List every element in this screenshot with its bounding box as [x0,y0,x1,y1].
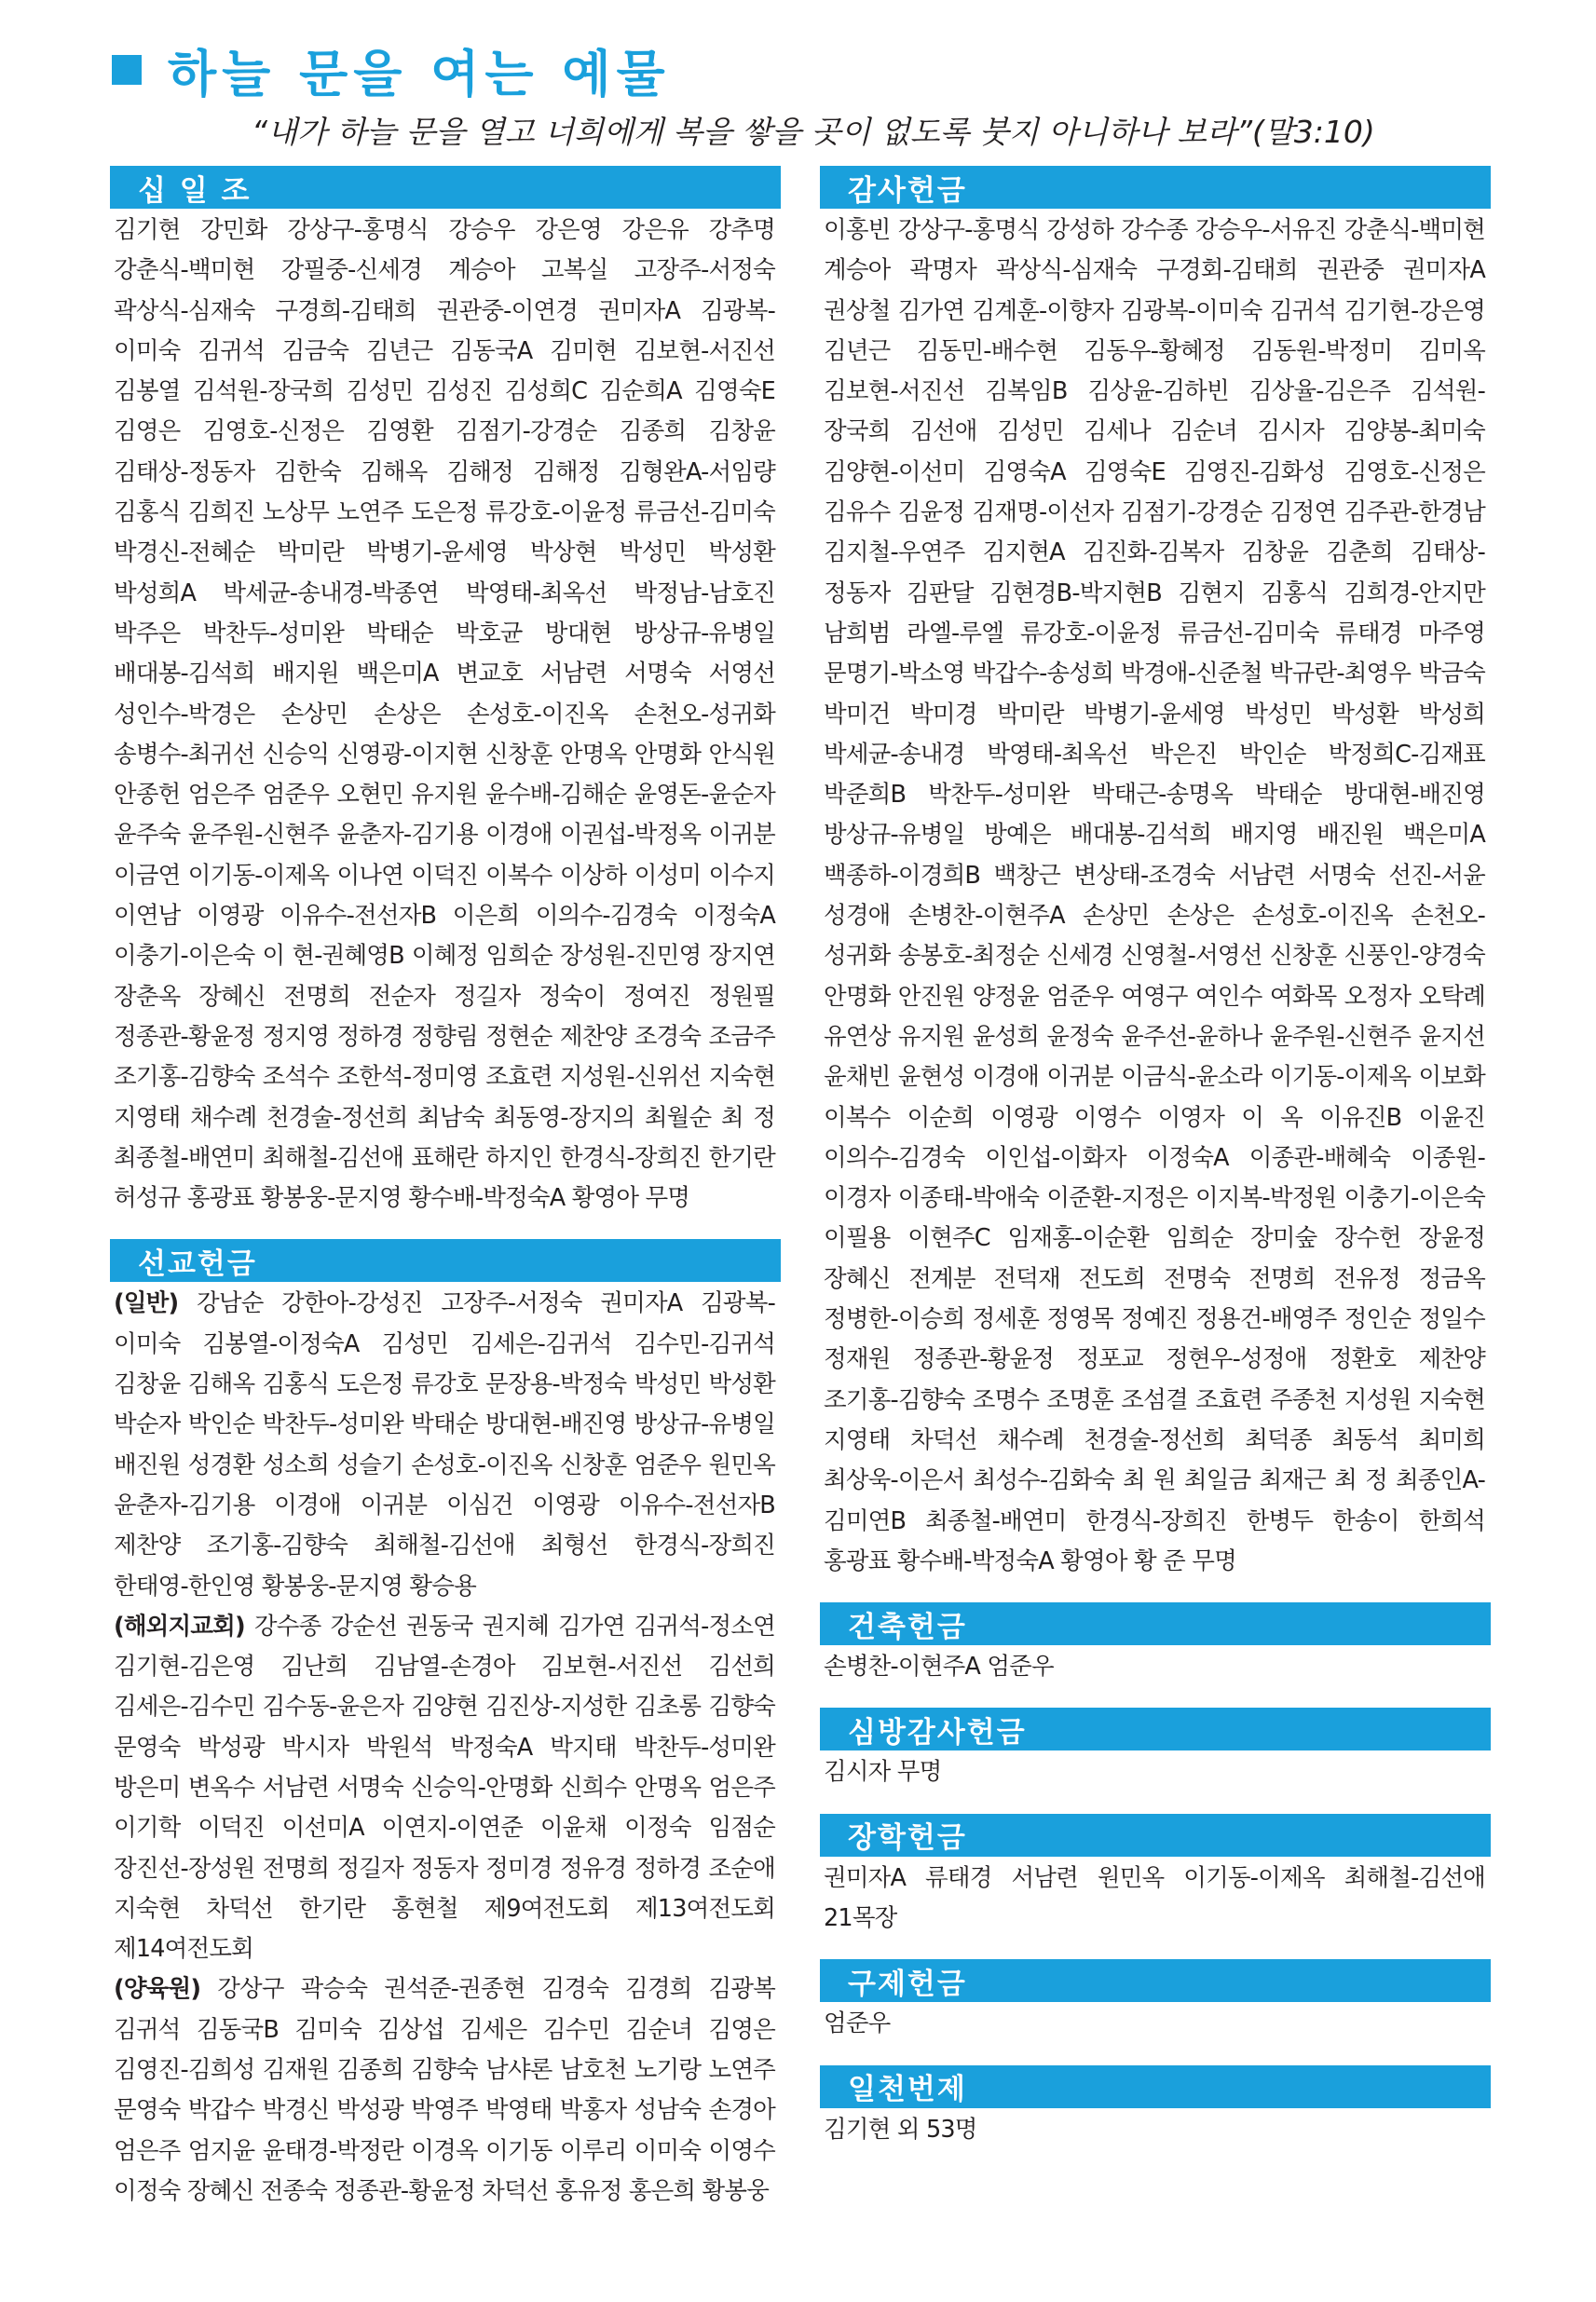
tithe-names-text: 김기현 강민화 강상구-홍명식 강승우 강은영 강은유 강추명 강춘식-백미현 강필중-신세경 계승아 고복실 고장주-서정숙 곽상식-심재숙 구경희-김태희 권관중-이연경 권미자A 김광복-이미숙 김귀석 김금숙 김년근 김동국A 김미현 김보현-서진선 김봉열 김석원-장국희 김성민 김성진 김성희C 김순희A 김영숙E 김영은 김영호-신정은 김영환 김점기-강경순 김종희 김창윤 김태상-정동자 김한숙 김해옥 김해정 김해정 김형완A-서임량 김홍식 김희진 노상무 노연주 도은정 류강호-이윤정 류금선-김미숙 박경신-전혜순 박미란 박병기-윤세영 박상현 박성민 박성환 박성희A 박세균-송내경-박종연 박영태-최옥선 박정남-남호진 박주은 박찬두-성미완 박태순 박호균 방대현 방상규-유병일 배대봉-김석희 배지원 백은미A 변교호 서남련 서명숙 서영선 성인수-박경은 손상민 손상은 손성호-이진옥 손천오-성귀화 송병수-최귀선 신승익 신영광-이지현 신창훈 안명옥 안명화 안식원 안종헌 엄은주 엄준우 오현민 유지원 윤수배-김해순 윤영돈-윤순자 윤주숙 윤주원-신현주 윤춘자-김기용 이경애 이권섭-박정옥 이귀분 이금연 이기동-이제옥 이나연 이덕진 이복수 이상하 이성미 이수지 이연남 이영광 이유수-전선자B 이은희 이의수-김경숙 이정숙A 이충기-이은숙 이 현-권혜영B 이혜정 임희순 장성원-진민영 장지연 장춘옥 장혜신 전명희 전순자 정길자 정숙이 정여진 정원필 정종관-황윤정 정지영 정하경 정향림 정현순 제찬양 조경숙 조금주 조기홍-김향숙 조석수 조한석-정미영 조효련 지성원-신위선 지숙현 지영태 채수례 천경술-정선희 최남숙 최동영-장지의 최월순 최 정 최종철-배연미 최해철-김선애 표해란 하지인 한경식-장희진 한기란 허성규 홍광표 황봉웅-문지영 황수배-박정숙A 황영아 무명 [114,216,775,1213]
mission-section [110,1239,781,2212]
mission-group-text: 강수종 강순선 권동국 권지혜 김가연 김귀석-정소연 김기현-김은영 김난희 김남열-손경아 김보현-서진선 김선희 김세은-김수민 김수동-윤은자 김양현 김진상-지성한 김초롱 김향숙 문영숙 박성광 박시자 박원석 박정숙A 박지태 박찬두-성미완 방은미 변옥수 서남련 서명숙 신승익-안명화 신희수 안명옥 엄은주 이기학 이덕진 이선미A 이연지-이연준 이윤채 이정숙 임점순 장진선-장성원 전명희 정길자 정동자 정미경 정유경 정하경 조순애 지숙현 차덕선 한기란 홍현철 제9여전도회 제13여전도회 제14여전도회 [114,1612,775,1964]
thanks-names-text: 이홍빈 강상구-홍명식 강성하 강수종 강승우-서유진 강춘식-백미현 계승아 곽명자 곽상식-심재숙 구경회-김태희 권관중 권미자A 권상철 김가연 김계훈-이향자 김광복-이미숙 김귀석 김기현-강은영 김년근 김동민-배수현 김동우-황혜정 김동원-박정미 김미옥 김보현-서진선 김복임B 김상윤-김하빈 김상율-김은주 김석원-장국희 김선애 김성민 김세나 김순녀 김시자 김양봉-최미숙 김양현-이선미 김영숙A 김영숙E 김영진-김화성 김영호-신정은 김유수 김윤정 김재명-이선자 김점기-강경순 김정연 김주관-한경남 김지철-우연주 김지현A 김진화-김복자 김창윤 김춘희 김태상-정동자 김판달 김현경B-박지현B 김현지 김홍식 김희경-안지만 남희범 라엘-루엘 류강호-이윤정 류금선-김미숙 류태경 마주영 문명기-박소영 박갑수-송성희 박경애-신준철 박규란-최영우 박금숙 박미건 박미경 박미란 박병기-윤세영 박성민 박성환 박성희 박세균-송내경 박영태-최옥선 박은진 박인순 박정희C-김재표 박준희B 박찬두-성미완 박태근-송명옥 박태순 방대현-배진영 방상규-유병일 방예은 배대봉-김석희 배지영 배진원 백은미A 백종하-이경희B 백창근 변상태-조경숙 서남련 서명숙 선진-서윤 성경애 손병찬-이현주A 손상민 손상은 손성호-이진옥 손천오-성귀화 송봉호-최정순 신세경 신영철-서영선 신창훈 신풍인-양경숙 안명화 안진원 양정윤 엄준우 여영구 여인수 여화목 오정자 오탁례 유연상 유지원 윤성희 윤정숙 윤주선-윤하나 윤주원-신현주 윤지선 윤채빈 윤현성 이경애 이귀분 이금식-윤소라 이기동-이제옥 이보화 이복수 이순희 이영광 이영수 이영자 이 옥 이유진B 이윤진 이의수-김경숙 이인섭-이화자 이정숙A 이종관-배혜숙 이종원-이경자 이종태-박애숙 이준환-지정은 이지복-박정원 이충기-이은숙 이필용 이현주C 임재홍-이순환 임희순 장미숲 장수헌 장윤정 장혜신 전계분 전덕재 전도희 전명숙 전명희 전유정 정금옥 정병한-이승희 정세훈 정영목 정예진 정용건-배영주 정인순 정일수 정재원 정종관-황윤정 정포교 정현우-성정애 정환호 제찬양 조기홍-김향숙 조명수 조명훈 조섬결 조효련 주종천 지성원 지숙현 지영태 차덕선 채수례 천경술-정선희 최덕종 최동석 최미희 최상욱-이은서 최성수-김화숙 최 원 최일금 최재근 최 정 최종인A-김미연B 최종철-배연미 한경식-장희진 한병두 한송이 한희석 홍광표 황수배-박정숙A 황영아 황 준 무명 [824,216,1485,1575]
mission-names [110,1282,781,2212]
visit-thanks-header: 심방감사헌금 [820,1708,1491,1750]
page-title [112,37,671,102]
building-header: 건축헌금 [820,1602,1491,1645]
thanks-header: 감사헌금 [820,166,1491,209]
scholarship-header: 장학헌금 [820,1814,1491,1857]
building-names-text: 손병찬-이현주A 엄준우 [824,1653,1054,1682]
scripture-verse: “내가 하늘 문을 열고 너희에게 복을 쌓을 곳이 없도록 붓지 아니하나 보라”(말3:10) [252,114,1375,150]
visit-thanks-names [820,1750,1491,1792]
visit-thanks-section [820,1708,1491,1792]
ilcheon-names [820,2108,1491,2150]
building-names [820,1645,1491,1687]
mission-group-label: (일반) [114,1289,179,1318]
relief-header: 구제헌금 [820,1959,1491,2002]
tithe-header: 십 일 조 [110,166,781,209]
ilcheon-section [820,2065,1491,2150]
ilcheon-header: 일천번제 [820,2065,1491,2108]
mission-group-general [114,1284,775,1606]
building-section [820,1602,1491,1687]
thanks-names [820,209,1491,1582]
mission-group-label: (해외지교회) [114,1612,245,1641]
thanks-section [820,166,1491,1582]
relief-names-text: 엄준우 [824,2009,891,2038]
mission-group-orphanage [114,1969,775,2212]
visit-thanks-names-text: 김시자 무명 [824,1758,942,1787]
mission-group-overseas [114,1607,775,1970]
ilcheon-names-text: 김기현 외 53명 [824,2115,977,2144]
mission-group-text: 강남순 강한아-강성진 고장주-서정숙 권미자A 김광복-이미숙 김봉열-이정숙A 김성민 김세은-김귀석 김수민-김귀석 김창윤 김해옥 김홍식 도은정 류강호 문장용-박정숙 박성민 박성환 박순자 박인순 박찬두-성미완 박태순 방대현-배진영 방상규-유병일 배진원 성경환 성소희 성슬기 손성호-이진옥 신창훈 엄준우 원민옥 윤춘자-김기용 이경애 이귀분 이심건 이영광 이유수-전선자B 제찬양 조기홍-김향숙 최해철-김선애 최형선 한경식-장희진 한태영-한인영 황봉웅-문지영 황승용 [114,1289,775,1601]
page-title-text: 하늘 문을 여는 예물 [168,44,671,103]
mission-header: 선교헌금 [110,1239,781,1282]
relief-section [820,1959,1491,2044]
mission-group-text: 강상구 곽승숙 권석준-권종현 김경숙 김경희 김광복 김귀석 김동국B 김미숙 김상섭 김세은 김수민 김순녀 김영은 김영진-김희성 김재원 김종희 김향숙 남샤론 남호천 노기랑 노연주 문영숙 박갑수 박경신 박성광 박영주 박영태 박홍자 성남숙 손경아 엄은주 엄지윤 윤태경-박정란 이경옥 이기동 이루리 이미숙 이영수 이정숙 장혜신 전종숙 정종관-황윤정 차덕선 홍유정 홍은희 황봉웅 [114,1975,775,2205]
mission-group-label: (양육원) [114,1975,201,2004]
scholarship-names [820,1857,1491,1940]
scholarship-names-text: 권미자A 류태경 서남련 원민옥 이기동-이제옥 최해철-김선애 21목장 [824,1863,1485,1932]
scholarship-section [820,1814,1491,1940]
tithe-section [110,166,781,1219]
right-column [820,166,1491,2171]
title-bullet-square [112,55,142,85]
left-column [110,166,781,2232]
tithe-names [110,209,781,1219]
relief-names [820,2002,1491,2044]
